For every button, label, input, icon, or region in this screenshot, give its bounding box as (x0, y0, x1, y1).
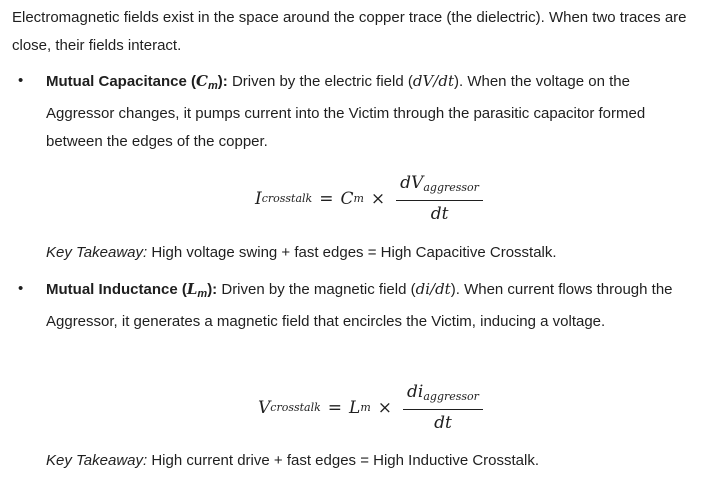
bullet-title: Mutual Inductance $(L_m)$: (46, 280, 218, 300)
bullet-text: Mutual Inductance $(L_m)$: Driven by the magnetic field (di/dt). When current flows through the Aggressor, it generates a magnetic field that encircles the Victim, inducing a voltage. (46, 280, 673, 330)
inductive-crosstalk-equation: V crosstalk = L m × $\frac{di_{aggressor}}{dt}$ (258, 381, 483, 434)
bullet-dot: • (18, 280, 24, 297)
key-takeaway-inductive: Key Takeaway: High current drive + fast edges = High Inductive Crosstalk. (46, 452, 540, 469)
key-takeaway-capacitive: Key Takeaway: High voltage swing + fast edges = High Capacitive Crosstalk. (46, 244, 557, 261)
derivative-expression: dV/dt (412, 72, 454, 90)
bullet-body: When current flows through the Aggressor, it generates a magnetic field that encircles the Victim, inducing a voltage. (46, 281, 673, 330)
intro-paragraph: Electromagnetic fields exist in the space around the copper trace (the dielectric). When two traces are close, their fields interact. (12, 9, 687, 54)
bullet-text: Mutual Capacitance $(C_m)$: Driven by the electric field (dV/dt). When the voltage on the Aggressor changes, it pumps current into the Victim through the parasitic capacitor formed between the edges of the copper. (46, 72, 646, 150)
equation-fraction: $\frac{di_{aggressor}}{dt}$ (403, 381, 483, 434)
bullet-title: Mutual Capacitance $(C_m)$: (46, 72, 228, 92)
bullet-lead: Driven by the magnetic field (221, 281, 407, 298)
equation-fraction: $\frac{dV_{aggressor}}{dt}$ (396, 172, 483, 225)
bullet-lead: Driven by the electric field (231, 73, 404, 90)
derivative-expression: di/dt (415, 280, 451, 298)
capacitive-crosstalk-equation: I crosstalk = C m × $\frac{dV_{aggressor}}{dt}$ (255, 172, 483, 225)
bullet-body: When the voltage on the Aggressor changes, it pumps current into the Victim through the parasitic capacitor formed between the edges of the copper. (46, 73, 646, 150)
bullet-dot: • (18, 72, 24, 89)
